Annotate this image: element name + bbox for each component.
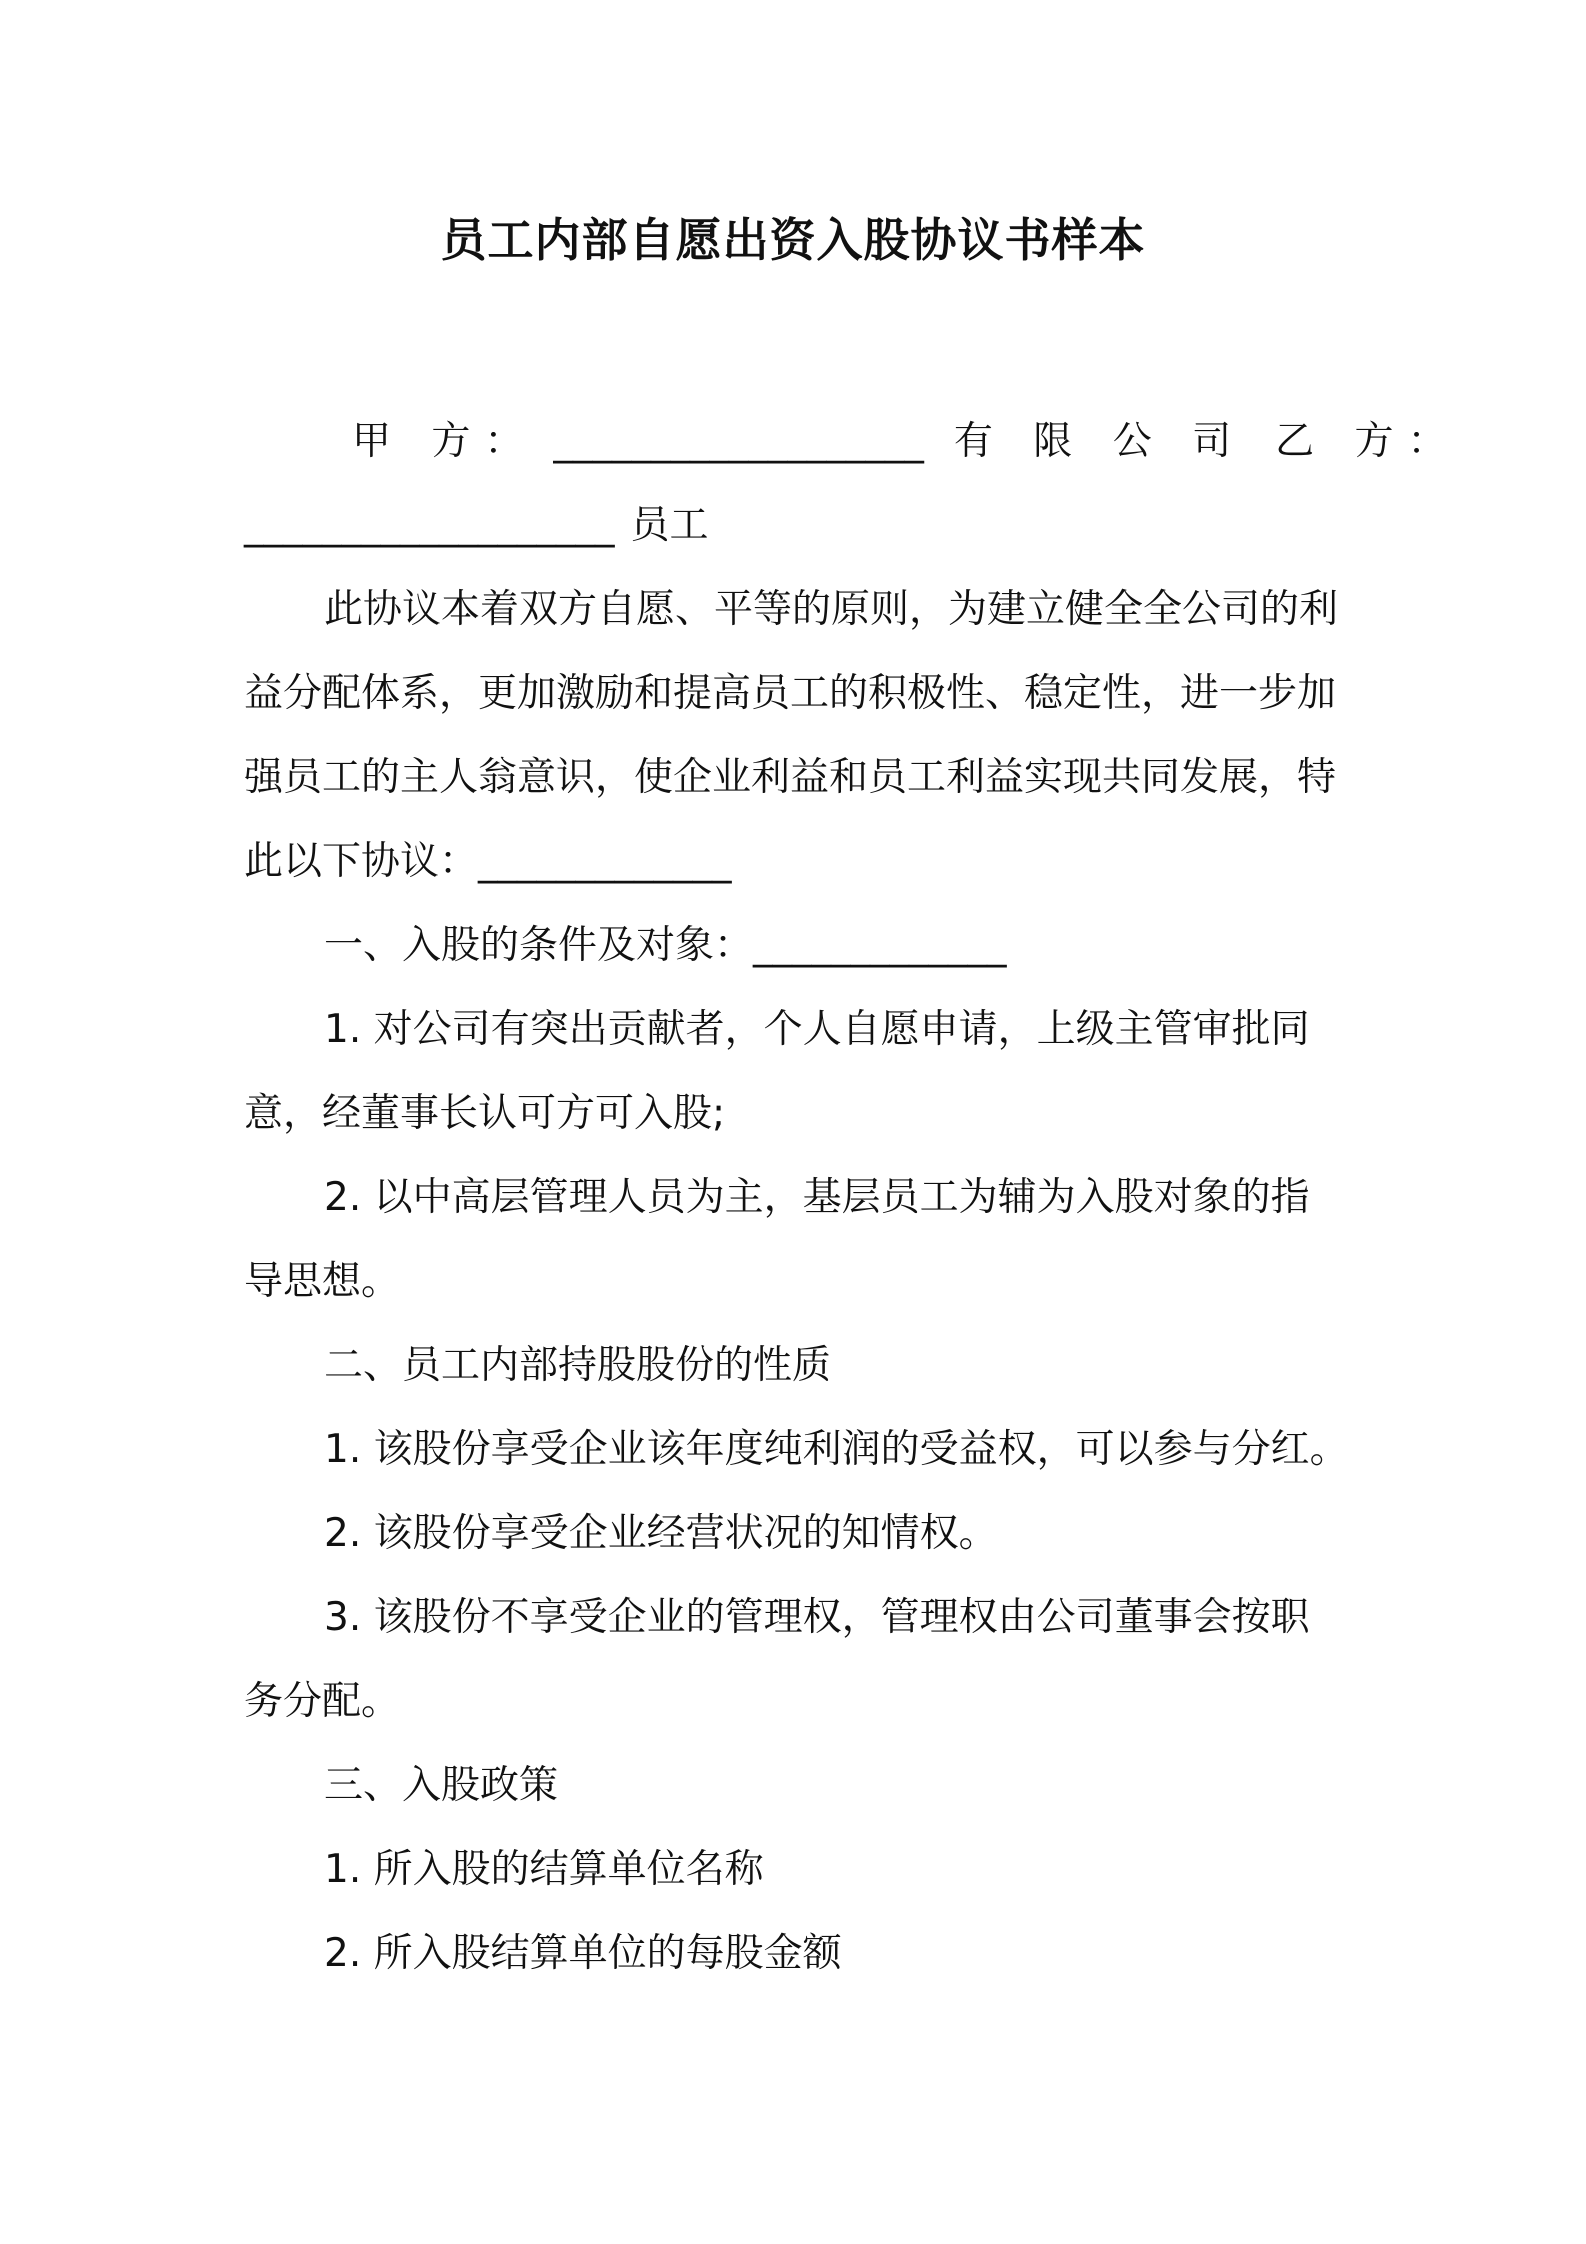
party-b-label: 乙 方：: [1275, 419, 1461, 464]
document-body: [244, 400, 1461, 1996]
section-3-item-1: 1. 所入股的结算单位名称: [324, 1847, 764, 1892]
section-1-item-2-line-1: 2. 以中高层管理人员为主，基层员工为辅为入股对象的指: [324, 1175, 1310, 1220]
intro-line-1: 此协议本着双方自愿、平等的原则，为建立健全全公司的利: [324, 587, 1339, 632]
party-b-suffix: 员工: [630, 503, 709, 548]
section-1-item-1-line-2: 意，经董事长认可方可入股;: [244, 1091, 726, 1136]
section-1-heading-text: 一、入股的条件及对象：: [324, 923, 754, 968]
section-1-item-2-line-2: 导思想。: [244, 1259, 401, 1304]
intro-line-3: 强员工的主人翁意识，使企业利益和员工利益实现共同发展，特: [244, 755, 1337, 800]
section-3-heading: 三、入股政策: [324, 1763, 559, 1808]
section-1-blank: _____________: [753, 923, 1007, 968]
party-a-suffix: 有 限 公 司: [953, 419, 1246, 464]
section-1-heading: [244, 904, 1354, 988]
intro-blank: _____________: [478, 839, 732, 884]
intro-last-text: 此以下协议：: [244, 839, 479, 884]
party-b-blank: ___________________: [244, 503, 615, 548]
section-2-item-3-line-1: 3. 该股份不享受企业的管理权，管理权由公司董事会按职: [324, 1595, 1310, 1640]
section-2-item-3-line-2: 务分配。: [244, 1679, 401, 1724]
party-a-blank: ___________________: [553, 419, 924, 464]
party-line-2: [244, 484, 1354, 568]
section-2-item-1: 1. 该股份享受企业该年度纯利润的受益权，可以参与分红。: [324, 1427, 1349, 1472]
section-2-heading: 二、员工内部持股股份的性质: [324, 1343, 832, 1388]
party-line-1: [244, 400, 1461, 484]
intro-line-2: 益分配体系，更加激励和提高员工的积极性、稳定性，进一步加: [244, 671, 1337, 716]
party-a-label: 甲 方：: [352, 419, 538, 464]
section-2-item-2: 2. 该股份享受企业经营状况的知情权。: [324, 1511, 998, 1556]
document-title: 员工内部自愿出资入股协议书样本: [440, 213, 1146, 267]
intro-line-4: [244, 820, 1354, 904]
section-3-item-2: 2. 所入股结算单位的每股金额: [324, 1931, 842, 1976]
section-1-item-1-line-1: 1. 对公司有突出贡献者，个人自愿申请，上级主管审批同: [324, 1007, 1310, 1052]
